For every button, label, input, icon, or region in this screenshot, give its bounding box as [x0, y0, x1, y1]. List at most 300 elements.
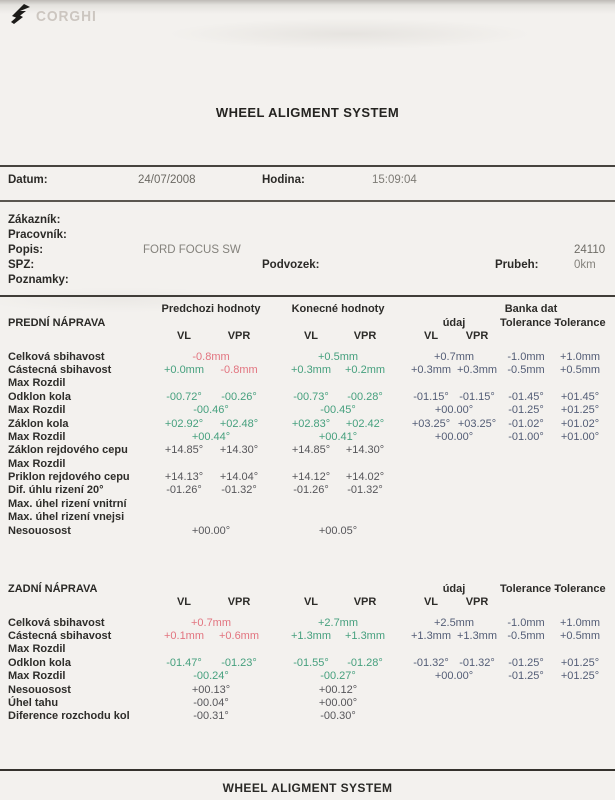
left-margin [0, 417, 8, 430]
spacer-row [0, 343, 615, 350]
gap-cell [266, 657, 284, 670]
value-cell: +1.3mm [410, 629, 452, 642]
gap-cell [392, 657, 408, 670]
col-header-vl: VL [303, 596, 319, 609]
right-margin [608, 657, 615, 670]
value-cell: +02.83° [291, 417, 331, 430]
gap-cell [266, 683, 284, 696]
gap-cell [392, 431, 408, 444]
left-margin [0, 484, 8, 497]
empty-cell [408, 697, 500, 710]
left-margin [0, 670, 8, 683]
col-group-final: Konecné hodnoty [291, 302, 385, 315]
tolerance-plus-cell: +01.45° [560, 390, 600, 403]
gap-cell [266, 471, 284, 484]
empty-cell [408, 484, 500, 497]
gap-cell [392, 391, 408, 404]
row-label: Max Rozdil [8, 430, 66, 443]
value-cell: +0.1mm [163, 629, 205, 642]
table-row [0, 616, 615, 629]
value-cell: +00.41° [318, 430, 358, 443]
left-margin [0, 364, 8, 377]
tolerance-minus-cell: -0.5mm [507, 363, 545, 376]
value-cell: -01.55° [293, 656, 329, 669]
col-header-vpr: VPR [465, 330, 489, 343]
col-header-vl: VL [176, 596, 192, 609]
table-row [0, 630, 615, 643]
gap-cell [392, 377, 408, 390]
col-header-tolerance-minus: Tolerance - [500, 316, 558, 329]
table-row [0, 364, 615, 377]
right-margin [608, 404, 615, 417]
value-cell: -00.46° [193, 404, 229, 417]
section-header-row [0, 582, 615, 596]
col-header-udaj: údaj [442, 582, 466, 595]
gap-cell [392, 524, 408, 537]
empty-cell [500, 511, 552, 524]
empty-cell [552, 484, 608, 497]
value-cell: +02.48° [219, 417, 259, 430]
col-header-tolerance-minus: Tolerance - [500, 582, 558, 595]
gap-cell [266, 524, 284, 537]
value-cell: -01.26° [166, 484, 202, 497]
value-cell: -00.26° [221, 390, 257, 403]
col-header-vpr: VPR [353, 596, 377, 609]
value-cell: -01.15° [413, 390, 449, 403]
value-cell: +00.12° [318, 683, 358, 696]
zakaznik-label: Zákazník: [8, 214, 61, 226]
table-row [0, 643, 615, 656]
gap-cell [266, 710, 284, 723]
left-margin [0, 498, 8, 511]
value-cell: +00.00° [434, 430, 474, 443]
date-time-row [0, 174, 615, 190]
gap-cell [266, 630, 284, 643]
col-group-previous: Predchozi hodnoty [161, 302, 261, 315]
right-margin [608, 683, 615, 696]
right-margin [608, 364, 615, 377]
value-cell: +14.85° [164, 444, 204, 457]
value-cell: +1.3mm [344, 629, 386, 642]
right-margin [608, 484, 615, 497]
left-margin [0, 524, 8, 537]
gap-cell [392, 710, 408, 723]
podvozek-label: Podvozek: [262, 259, 320, 271]
tolerance-plus-cell: +0.5mm [560, 363, 601, 376]
empty-cell [552, 471, 608, 484]
value-cell: +14.30° [345, 444, 385, 457]
value-cell: -00.72° [166, 390, 202, 403]
left-margin [0, 444, 8, 457]
col-header-tolerance-plus: Tolerance [554, 316, 606, 329]
right-margin [608, 616, 615, 629]
value-cell: +2.5mm [433, 616, 475, 629]
row-label: Max Rozdil [8, 643, 66, 656]
tolerance-minus-cell: -01.25° [508, 404, 544, 417]
prubeh-label: Prubeh: [495, 259, 539, 271]
left-margin [0, 377, 8, 390]
gap-cell [392, 350, 408, 363]
empty-cell [552, 683, 608, 696]
left-margin [0, 404, 8, 417]
odometer-value: 24110 [574, 244, 606, 256]
row-label: Max. úhel rizení vnitrní [8, 497, 127, 510]
gap-cell [266, 404, 284, 417]
value-cell: -00.45° [320, 404, 356, 417]
gap-cell [266, 458, 284, 471]
left-margin [0, 643, 8, 656]
empty-cell [156, 458, 266, 471]
value-cell: +0.7mm [433, 350, 475, 363]
value-cell: +0.3mm [456, 363, 498, 376]
col-header-vpr: VPR [465, 596, 489, 609]
gap-cell [266, 484, 284, 497]
value-cell: +03.25° [411, 417, 451, 430]
empty-cell [156, 498, 266, 511]
gap-cell [266, 643, 284, 656]
table-row [0, 511, 615, 524]
value-cell: +02.92° [164, 417, 204, 430]
tolerance-plus-cell: +1.0mm [560, 350, 601, 363]
tolerance-minus-cell: -01.45° [508, 390, 544, 403]
table-row [0, 391, 615, 404]
value-cell: +00.00° [434, 404, 474, 417]
rear-axle-rows [0, 609, 615, 723]
table-row [0, 710, 615, 723]
gap-cell [392, 697, 408, 710]
gap-cell [392, 471, 408, 484]
empty-cell [500, 377, 552, 390]
tolerance-minus-cell: -1.0mm [507, 616, 545, 629]
value-cell: +00.00° [318, 696, 358, 709]
left-margin [0, 710, 8, 723]
value-cell: -00.04° [193, 696, 229, 709]
row-label: Nesouosost [8, 524, 71, 537]
empty-cell [408, 524, 500, 537]
left-margin [0, 471, 8, 484]
value-cell: -01.32° [221, 484, 257, 497]
tolerance-minus-cell: -1.0mm [507, 350, 545, 363]
gap-cell [392, 498, 408, 511]
prubeh-value: 0km [574, 259, 596, 271]
hodina-label: Hodina: [262, 174, 305, 186]
right-margin [608, 350, 615, 363]
row-label: Max Rozdil [8, 377, 66, 390]
col-header-vl: VL [423, 596, 439, 609]
value-cell: +14.04° [219, 471, 259, 484]
gap-cell [392, 670, 408, 683]
row-label: Úhel tahu [8, 696, 59, 709]
gap-cell [392, 683, 408, 696]
row-label: Celková sbihavost [8, 350, 105, 363]
empty-cell [500, 484, 552, 497]
value-cell: +14.12° [291, 471, 331, 484]
empty-cell [156, 377, 266, 390]
gap-cell [266, 697, 284, 710]
empty-cell [500, 471, 552, 484]
right-margin [608, 391, 615, 404]
value-cell: +00.13° [191, 683, 231, 696]
gap-cell [392, 643, 408, 656]
value-cell: -01.32° [347, 484, 383, 497]
corghi-logo-icon [9, 3, 33, 30]
left-margin [0, 630, 8, 643]
right-margin [608, 511, 615, 524]
table-row [0, 697, 615, 710]
value-cell: +00.05° [318, 524, 358, 537]
col-header-vl: VL [423, 330, 439, 343]
tolerance-plus-cell: +1.0mm [559, 616, 601, 629]
value-cell: +1.3mm [290, 629, 332, 642]
report-title: WHEEL ALIGMENT SYSTEM [215, 105, 400, 120]
value-cell: +02.42° [345, 417, 385, 430]
value-cell: -00.73° [293, 390, 329, 403]
empty-cell [552, 524, 608, 537]
popis-label: Popis: [8, 244, 44, 256]
empty-cell [408, 511, 500, 524]
value-cell: +14.02° [345, 471, 385, 484]
value-cell: -00.28° [347, 390, 383, 403]
empty-cell [156, 643, 266, 656]
corghi-logo [9, 3, 102, 30]
divider [0, 200, 615, 202]
left-margin [0, 391, 8, 404]
right-margin [608, 498, 615, 511]
divider [0, 165, 615, 167]
table-row [0, 417, 615, 430]
tolerance-plus-cell: +0.5mm [559, 629, 601, 642]
gap-cell [392, 630, 408, 643]
table-row [0, 484, 615, 497]
row-label: Max Rozdil [8, 457, 66, 470]
value-cell: +14.85° [291, 444, 331, 457]
gap-cell [392, 616, 408, 629]
empty-cell [408, 498, 500, 511]
col-header-tolerance-plus: Tolerance [554, 582, 606, 595]
spacer-row [0, 609, 615, 616]
tolerance-plus-cell: +01.25° [560, 670, 600, 683]
datum-label: Datum: [8, 174, 48, 186]
datum-value: 24/07/2008 [138, 174, 196, 186]
empty-cell [156, 511, 266, 524]
empty-cell [408, 643, 500, 656]
value-cell: -01.26° [293, 484, 329, 497]
gap-cell [266, 616, 284, 629]
row-label: Max Rozdil [8, 404, 66, 417]
col-header-vpr: VPR [227, 596, 251, 609]
value-cell: -01.28° [347, 656, 383, 669]
left-margin [0, 616, 8, 629]
gap-cell [266, 364, 284, 377]
value-cell: +03.25° [457, 417, 497, 430]
col-header-vpr: VPR [227, 330, 251, 343]
value-cell: -01.15° [459, 390, 495, 403]
spacer-cell [0, 609, 615, 616]
value-cell: +00.00° [434, 670, 474, 683]
gap-cell [266, 511, 284, 524]
customer-block [0, 214, 615, 289]
table-row [0, 524, 615, 537]
col-header-udaj: údaj [442, 316, 466, 329]
value-cell: +0.0mm [163, 363, 205, 376]
value-cell: -01.47° [166, 656, 202, 669]
right-margin [608, 431, 615, 444]
table-row [0, 657, 615, 670]
wheel-header-row [0, 596, 615, 609]
gap-cell [266, 498, 284, 511]
row-label: Dif. úhlu rizení 20° [8, 484, 104, 497]
empty-cell [408, 444, 500, 457]
left-margin [0, 350, 8, 363]
tolerance-minus-cell: -01.02° [508, 417, 544, 430]
tolerance-plus-cell: +01.25° [560, 656, 600, 669]
empty-cell [552, 444, 608, 457]
value-cell: +0.7mm [190, 616, 232, 629]
row-label: Záklon rejdového cepu [8, 444, 128, 457]
table-row [0, 670, 615, 683]
right-margin [608, 710, 615, 723]
row-label: Cástecná sbihavost [8, 363, 112, 376]
value-cell: -00.24° [193, 670, 229, 683]
left-margin [0, 431, 8, 444]
rear-axle-table [0, 582, 615, 724]
right-margin [608, 458, 615, 471]
tolerance-minus-cell: -01.00° [508, 430, 544, 443]
value-cell: -0.8mm [220, 363, 258, 376]
gap-cell [266, 670, 284, 683]
value-cell: -00.30° [320, 710, 356, 723]
value-cell: +14.13° [164, 471, 204, 484]
empty-cell [552, 697, 608, 710]
section-title-front: PREDNÍ NÁPRAVA [8, 316, 106, 329]
left-margin [0, 657, 8, 670]
poznamky-label: Poznamky: [8, 274, 69, 286]
table-row [0, 458, 615, 471]
gap-cell [266, 431, 284, 444]
col-group-databank: Banka dat [504, 302, 558, 315]
empty-cell [500, 458, 552, 471]
section-title-rear: ZADNÍ NÁPRAVA [8, 582, 98, 595]
table-row [0, 377, 615, 390]
empty-cell [284, 643, 392, 656]
empty-cell [552, 458, 608, 471]
value-cell: -00.27° [320, 670, 356, 683]
value-cell: -01.23° [221, 656, 257, 669]
empty-cell [552, 643, 608, 656]
corghi-logo-text: CORGHI [36, 8, 97, 25]
table-row [0, 404, 615, 417]
front-axle-table [0, 302, 615, 538]
section-header-row [0, 316, 615, 330]
right-margin [608, 630, 615, 643]
right-margin [608, 471, 615, 484]
footer-title: WHEEL ALIGMENT SYSTEM [222, 781, 393, 795]
right-margin [608, 670, 615, 683]
value-cell: +0.6mm [218, 629, 260, 642]
tolerance-minus-cell: -01.25° [508, 670, 544, 683]
right-margin [608, 643, 615, 656]
gap-cell [392, 458, 408, 471]
pracovnik-label: Pracovník: [8, 229, 67, 241]
right-margin [608, 444, 615, 457]
empty-cell [284, 498, 392, 511]
gap-cell [392, 404, 408, 417]
empty-cell [500, 498, 552, 511]
gap-cell [392, 444, 408, 457]
row-label: Celková sbihavost [8, 616, 105, 629]
value-cell: +0.3mm [410, 363, 452, 376]
tolerance-plus-cell: +01.00° [560, 430, 600, 443]
gap-cell [266, 350, 284, 363]
tolerance-minus-cell: -0.5mm [507, 629, 545, 642]
row-label: Nesouosost [8, 683, 71, 696]
empty-cell [408, 683, 500, 696]
vehicle-description: FORD FOCUS SW [143, 244, 241, 256]
value-cell: +00.44° [191, 430, 231, 443]
empty-cell [284, 458, 392, 471]
wheel-header-row [0, 330, 615, 343]
empty-cell [500, 683, 552, 696]
gap-cell [266, 444, 284, 457]
table-row [0, 683, 615, 696]
empty-cell [552, 498, 608, 511]
col-header-vpr: VPR [353, 330, 377, 343]
divider [0, 295, 615, 297]
empty-cell [408, 471, 500, 484]
empty-cell [408, 710, 500, 723]
row-label: Max Rozdil [8, 670, 66, 683]
row-label: Záklon kola [8, 417, 69, 430]
gap-cell [392, 511, 408, 524]
empty-cell [284, 377, 392, 390]
empty-cell [552, 710, 608, 723]
value-cell: +00.00° [191, 524, 231, 537]
row-label: Priklon rejdového cepu [8, 471, 130, 484]
right-margin [608, 524, 615, 537]
right-margin [608, 697, 615, 710]
table-row [0, 444, 615, 457]
value-cell: -01.32° [413, 656, 449, 669]
tolerance-plus-cell: +01.25° [560, 404, 600, 417]
empty-cell [552, 377, 608, 390]
gap-cell [392, 484, 408, 497]
tolerance-plus-cell: +01.02° [560, 417, 600, 430]
gap-cell [266, 391, 284, 404]
gap-cell [392, 417, 408, 430]
table-row [0, 350, 615, 363]
left-margin [0, 683, 8, 696]
front-axle-rows [0, 343, 615, 537]
right-margin [608, 417, 615, 430]
group-header-row [0, 302, 615, 316]
empty-cell [500, 710, 552, 723]
empty-cell [500, 524, 552, 537]
divider [0, 769, 615, 771]
value-cell: -01.32° [459, 656, 495, 669]
gap-cell [266, 377, 284, 390]
empty-cell [408, 458, 500, 471]
gap-cell [266, 417, 284, 430]
gap-cell [392, 364, 408, 377]
empty-cell [284, 511, 392, 524]
tolerance-minus-cell: -01.25° [508, 656, 544, 669]
left-margin [0, 458, 8, 471]
col-header-vl: VL [176, 330, 192, 343]
value-cell: +0.5mm [317, 350, 359, 363]
table-row [0, 471, 615, 484]
row-label: Cástecná sbihavost [8, 629, 112, 642]
empty-cell [500, 444, 552, 457]
